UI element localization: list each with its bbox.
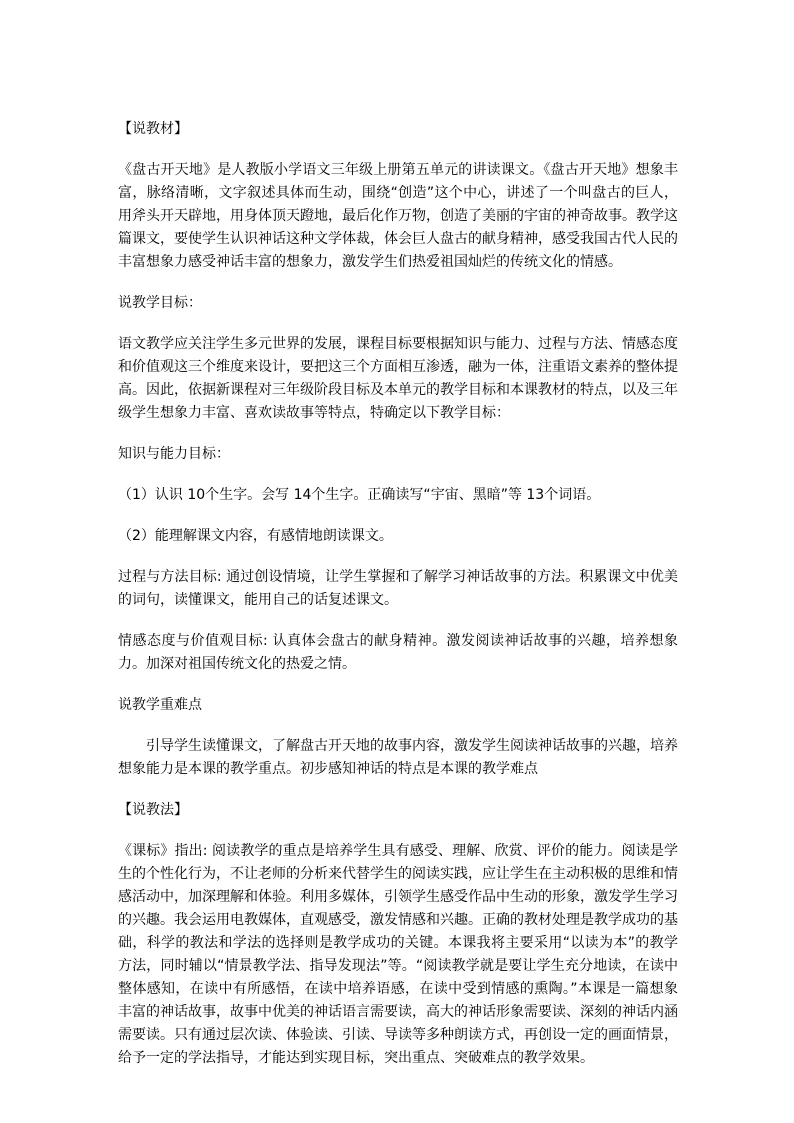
section-heading-textbook: 【说教材】 [118,121,188,137]
section-heading-focus: 说教学重难点 [118,697,202,713]
section-heading-goals: 说教学目标： [118,295,202,311]
document-page [118,118,678,1070]
paragraph-focus: 引导学生读懂课文，了解盘古开天地的故事内容，激发学生阅读神话故事的兴趣，培养想象能力是本课的教学重点。初步感知神话的特点是本课的教学难点 [118,738,678,777]
section-heading-method: 【说教法】 [118,802,188,818]
process-goal-paragraph: 过程与方法目标: 通过创设情境，让学生掌握和了解学习神话故事的方法。积累课文中优美的词句，读懂课文，能用自己的话复述课文。 [118,569,678,608]
knowledge-goal-item: （1）认识 10个生字。会写 14个生字。正确读写“宇宙、黑暗”等 13个词语。 [118,487,601,503]
paragraph-method: 《课标》指出: 阅读教学的重点是培养学生具有感受、理解、欣赏、评价的能力。阅读是学生的个性化行为，不让老师的分析来代替学生的阅读实践，应让学生在主动积极的思维和情感活动中，加深理解和体验。利用多媒体，引领学生感受作品中生动的形象，激发学生学习的兴趣。我会运用电教媒体，直观感受，激发情感和兴趣。正确的教材处理是教学成功的基础，科学的教法和学法的选择则是教学成功的关键。本课我将主要采用“以读为本”的教学方法，同时辅以“情景教学法、指导发现法”等。“阅读教学就是要让学生充分地读，在读中整体感知，在读中有所感悟，在读中培养语感，在读中受到情感的熏陶。”本课是一篇想象丰富的神话故事，故事中优美的神话语言需要读，高大的神话形象需要读、深刻的神话内涵需要读。只有通过层次读、体验读、引读、导读等多种朗读方式，再创设一定的画面情景，给予一定的学法指导，才能达到实现目标，突出重点、突破难点的教学效果。 [118,843,678,1066]
emotion-goal-paragraph: 情感态度与价值观目标: 认真体会盘古的献身精神。激发阅读神话故事的兴趣，培养想象力。加深对祖国传统文化的热爱之情。 [118,633,678,672]
knowledge-goal-item: （2）能理解课文内容，有感情地朗读课文。 [118,528,393,544]
knowledge-goal-heading: 知识与能力目标： [118,446,230,462]
paragraph-goals: 语文教学应关注学生多元世界的发展，课程目标要根据知识与能力、过程与方法、情感态度和价值观这三个维度来设计，要把这三个方面相互渗透，融为一体，注重语文素养的整体提高。因此，依据新课程对三年级阶段目标及本单元的教学目标和本课教材的特点，以及三年级学生想象力丰富、喜欢读故事等特点，特确定以下教学目标： [118,336,678,421]
paragraph-textbook: 《盘古开天地》是人教版小学语文三年级上册第五单元的讲读课文。《盘古开天地》想象丰富，脉络清晰，文字叙述具体而生动，围绕“创造”这个中心，讲述了一个叫盘古的巨人，用斧头开天辟地，用身体顶天蹬地，最后化作万物，创造了美丽的宇宙的神奇故事。教学这篇课文，要使学生认识神话这种文学体裁，体会巨人盘古的献身精神，感受我国古代人民的丰富想象力感受神话丰富的想象力，激发学生们热爱祖国灿烂的传统文化的情感。 [118,162,678,270]
